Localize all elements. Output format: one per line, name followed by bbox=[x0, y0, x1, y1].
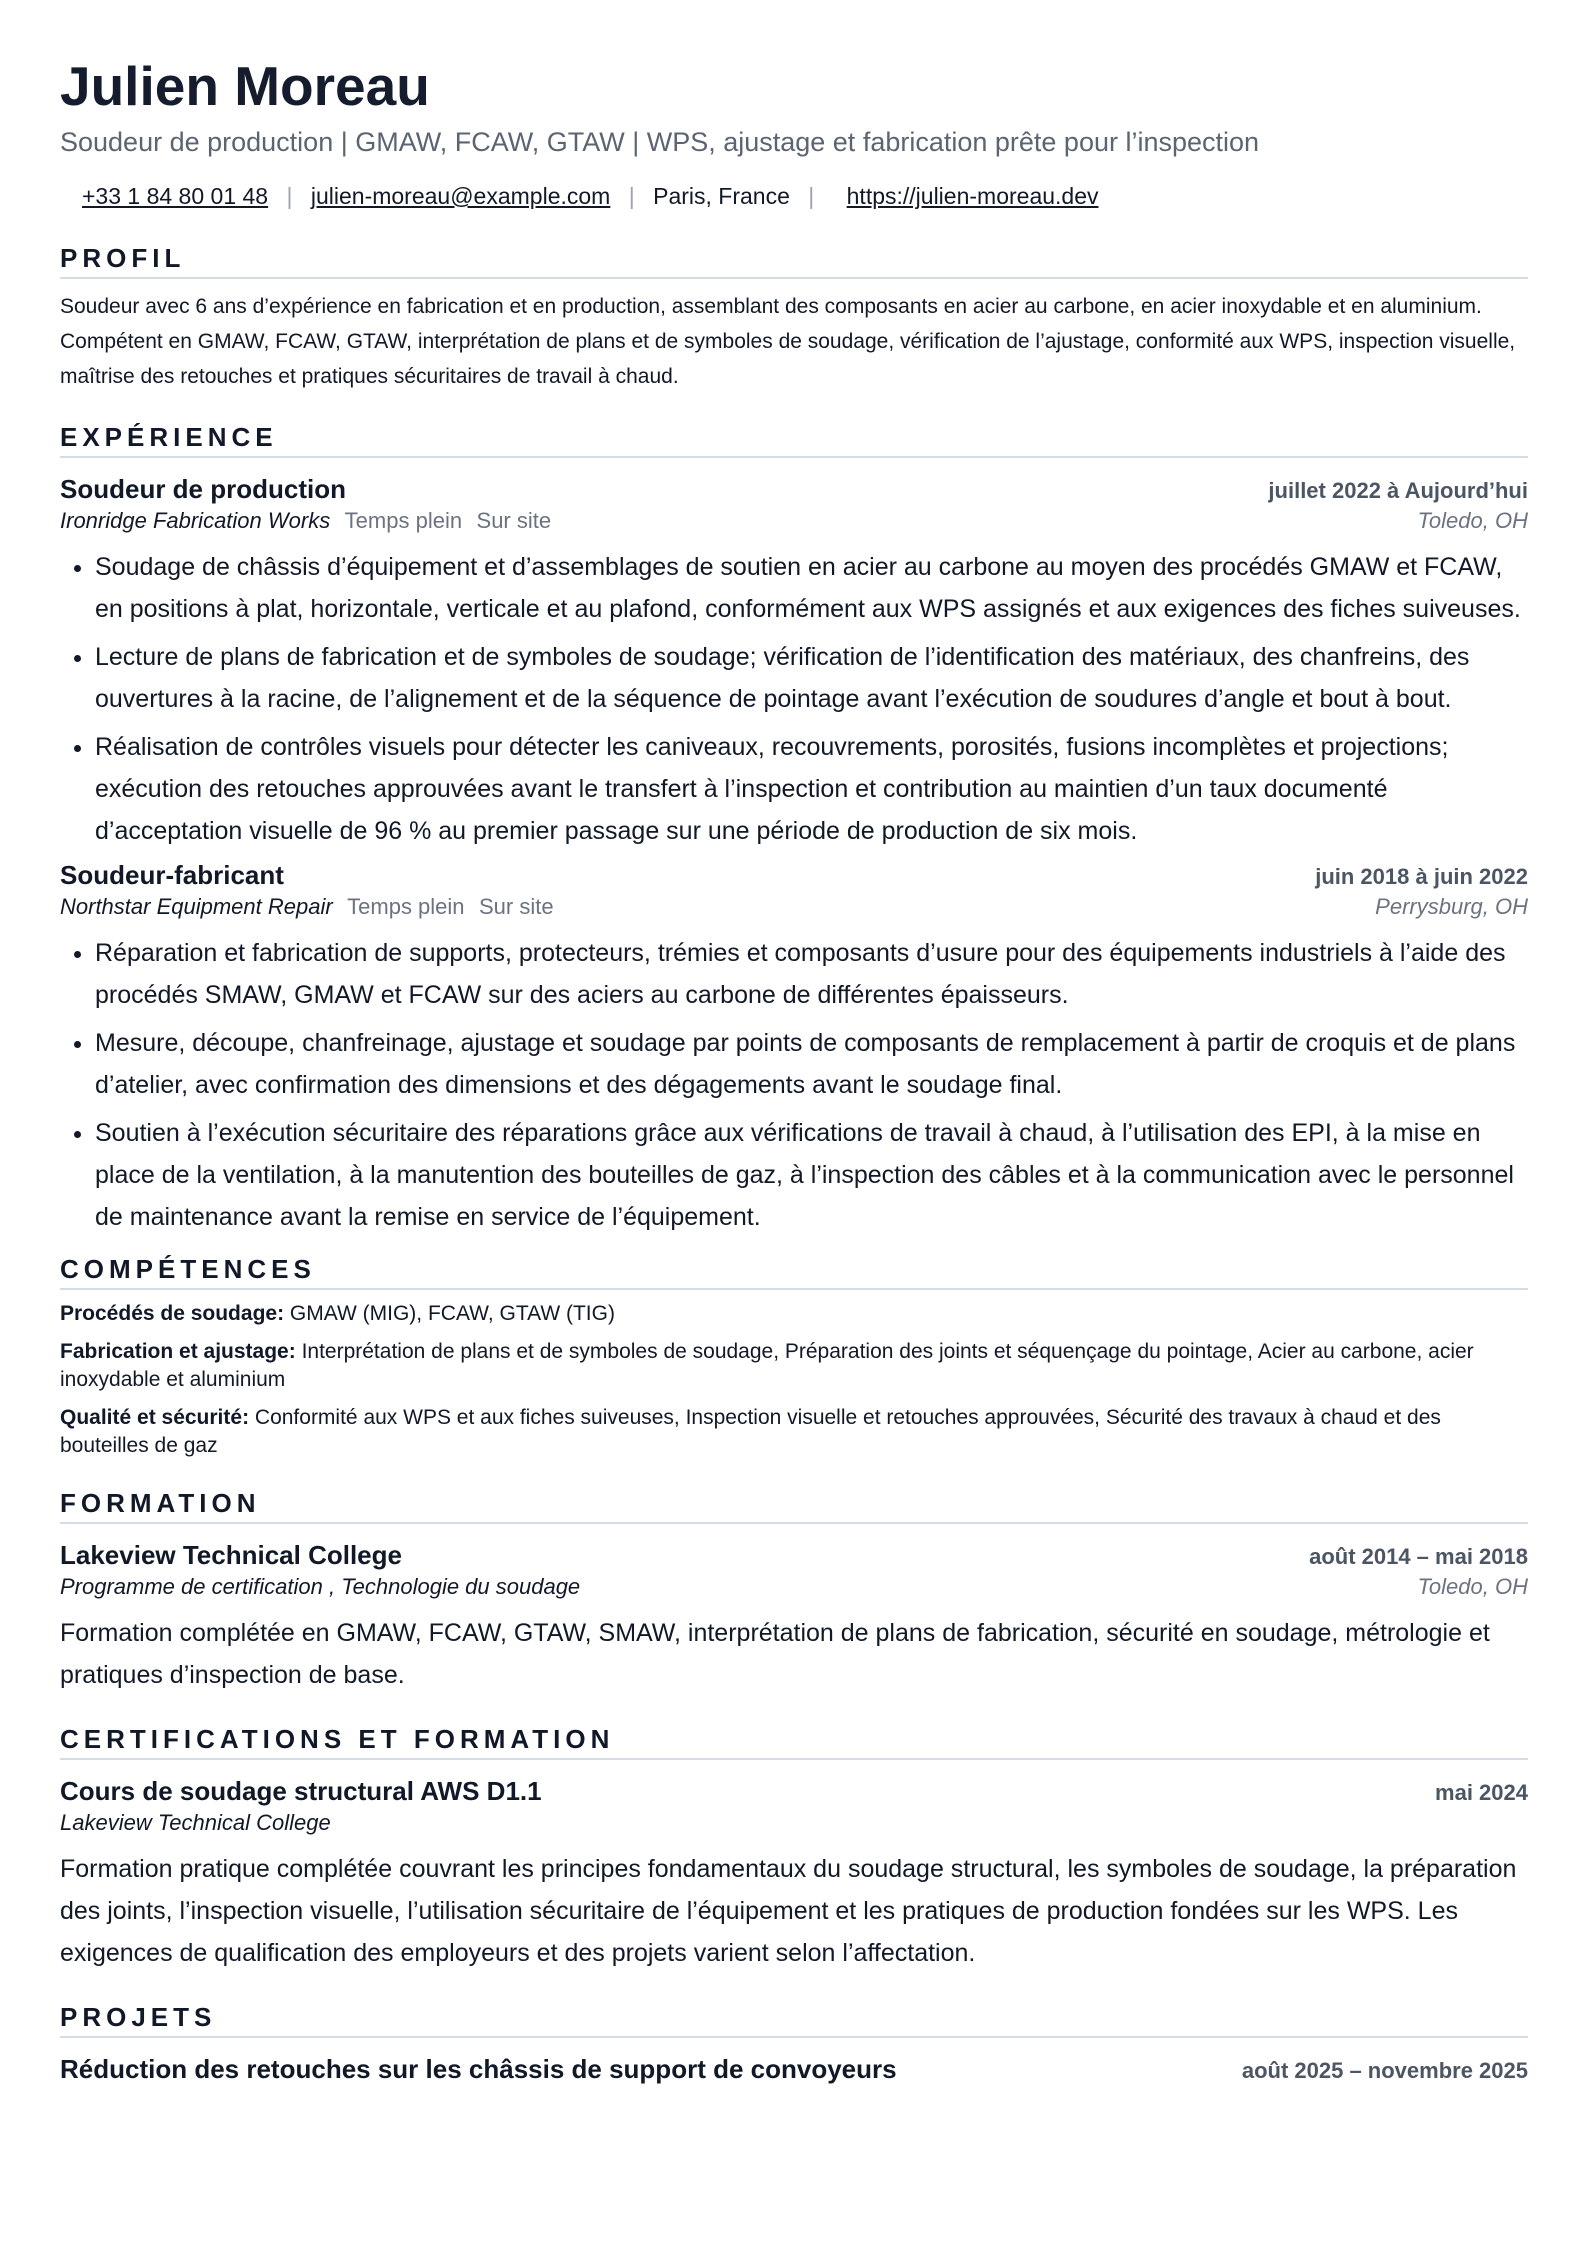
section-title-skills: COMPÉTENCES bbox=[60, 1254, 1528, 1290]
contact-bar bbox=[60, 181, 1528, 211]
certification-description: Formation pratique complétée couvrant les principes fondamentaux du soudage structural, les symboles de soudage, la préparation des joints, l’inspection visuelle, l’utilisation sécuritaire de l’équipement et les pratiques de production fondées sur les WPS. Les exigences de qualification des employeurs et des projets varient selon l’affectation. bbox=[60, 1855, 1517, 1967]
job-dates: juillet 2022 à Aujourd’hui bbox=[1268, 478, 1528, 503]
education-dates: août 2014 – mai 2018 bbox=[1309, 1544, 1528, 1569]
candidate-name: Julien Moreau bbox=[60, 55, 430, 117]
job-mode: Sur site bbox=[478, 894, 554, 919]
certification-issuer: Lakeview Technical College bbox=[60, 1810, 331, 1835]
skill-line bbox=[60, 1300, 1528, 1328]
skill-line bbox=[60, 1404, 1528, 1460]
job-bullet: • Lecture de plans de fabrication et de symboles de soudage; vérification de l’identification des matériaux, des chanfreins, des ouvertures à la racine, de l’alignement et de la séquence de pointage avant l’exécution de soudures d’angle et bout à bout. bbox=[95, 636, 1528, 720]
job-bullet: • Réalisation de contrôles visuels pour détecter les caniveaux, recouvrements, porosités, fusions incomplètes et projections; exécution des retouches approuvées avant le transfert à l’inspection et contribution au maintien d’un taux documenté d’acceptation visuelle de 96 % au premier passage sur une période de production de six mois. bbox=[95, 726, 1528, 852]
section-title-profile: PROFIL bbox=[60, 243, 1528, 279]
skill-line bbox=[60, 1338, 1528, 1394]
job-bullet: • Soudage de châssis d’équipement et d’assemblages de soutien en acier au carbone au moyen des procédés GMAW et FCAW, en positions à plat, horizontale, verticale et au plafond, conformément aux WPS assignés et aux exigences des fiches suiveuses. bbox=[95, 546, 1528, 630]
headline: Soudeur de production | GMAW, FCAW, GTAW | WPS, ajustage et fabrication prête pour l’inspection bbox=[60, 127, 1260, 157]
section-title-certifications: CERTIFICATIONS ET FORMATION bbox=[60, 1724, 1528, 1760]
skill-label: Qualité et sécurité: bbox=[60, 1406, 250, 1429]
section-title-education: FORMATION bbox=[60, 1488, 1528, 1524]
skill-label: Procédés de soudage: bbox=[60, 1302, 285, 1325]
skill-label: Fabrication et ajustage: bbox=[60, 1340, 296, 1363]
job-location: Perrysburg, OH bbox=[1375, 894, 1528, 919]
skill-value: GMAW (MIG), FCAW, GTAW (TIG) bbox=[289, 1302, 615, 1325]
contact-separator: | bbox=[286, 183, 293, 209]
job-entry bbox=[60, 858, 1528, 1238]
certification-date: mai 2024 bbox=[1435, 1780, 1528, 1805]
phone-link[interactable]: +33 1 84 80 01 48 bbox=[82, 183, 269, 209]
job-dates: juin 2018 à juin 2022 bbox=[1315, 864, 1528, 889]
job-type: Temps plein bbox=[344, 508, 463, 533]
skill-value: Conformité aux WPS et aux fiches suiveuses, Inspection visuelle et retouches approuvées, Sécurité des travaux à chaud et des bouteilles de gaz bbox=[60, 1406, 1441, 1457]
job-company: Ironridge Fabrication Works bbox=[60, 508, 331, 533]
section-title-projects: PROJETS bbox=[60, 2002, 1528, 2038]
job-company: Northstar Equipment Repair bbox=[60, 894, 333, 919]
email-link[interactable]: julien-moreau@example.com bbox=[310, 183, 611, 209]
profile-summary: Soudeur avec 6 ans d’expérience en fabrication et en production, assemblant des composants en acier au carbone, en acier inoxydable et en aluminium. Compétent en GMAW, FCAW, GTAW, interprétation de plans et de symboles de soudage, vérification de l’ajustage, conformité aux WPS, inspection visuelle, maîtrise des retouches et pratiques sécuritaires de travail à chaud. bbox=[60, 295, 1516, 388]
education-location: Toledo, OH bbox=[1417, 1574, 1528, 1599]
skill-value: Interprétation de plans et de symboles de soudage, Préparation des joints et séquençage du pointage, Acier au carbone, acier inoxydable et aluminium bbox=[60, 1340, 1474, 1391]
job-bullets bbox=[60, 546, 1528, 852]
job-location: Toledo, OH bbox=[1417, 508, 1528, 533]
contact-separator: | bbox=[808, 183, 815, 209]
section-title-experience: EXPÉRIENCE bbox=[60, 422, 1528, 458]
job-mode: Sur site bbox=[476, 508, 552, 533]
job-entry bbox=[60, 472, 1528, 852]
job-bullet: • Soutien à l’exécution sécuritaire des réparations grâce aux vérifications de travail à chaud, à l’utilisation des EPI, à la mise en place de la ventilation, à la manutention des bouteilles de gaz, à l’inspection des câbles et à la communication avec le personnel de maintenance avant la remise en service de l’équipement. bbox=[95, 1112, 1528, 1238]
job-role: Soudeur de production bbox=[60, 474, 346, 504]
website-link[interactable]: https://julien-moreau.dev bbox=[846, 183, 1099, 209]
location-text: Paris, France bbox=[653, 183, 790, 209]
project-dates: août 2025 – novembre 2025 bbox=[1241, 2058, 1528, 2083]
job-type: Temps plein bbox=[347, 894, 465, 919]
education-program: Programme de certification , Technologie du soudage bbox=[60, 1574, 581, 1599]
job-role: Soudeur-fabricant bbox=[60, 860, 284, 890]
contact-separator: | bbox=[628, 183, 635, 209]
job-bullet: • Mesure, découpe, chanfreinage, ajustage et soudage par points de composants de remplacement à partir de croquis et de plans d’atelier, avec confirmation des dimensions et des dégagements avant le soudage final. bbox=[95, 1022, 1528, 1106]
job-bullet: • Réparation et fabrication de supports, protecteurs, trémies et composants d’usure pour des équipements industriels à l’aide des procédés SMAW, GMAW et FCAW sur des aciers au carbone de différentes épaisseurs. bbox=[95, 932, 1528, 1016]
certification-name: Cours de soudage structural AWS D1.1 bbox=[60, 1776, 542, 1806]
education-description: Formation complétée en GMAW, FCAW, GTAW, SMAW, interprétation de plans de fabrication, sécurité en soudage, métrologie et pratiques d’inspection de base. bbox=[60, 1619, 1490, 1689]
job-bullets bbox=[60, 932, 1528, 1238]
education-school: Lakeview Technical College bbox=[60, 1540, 402, 1570]
project-name: Réduction des retouches sur les châssis de support de convoyeurs bbox=[60, 2054, 897, 2084]
